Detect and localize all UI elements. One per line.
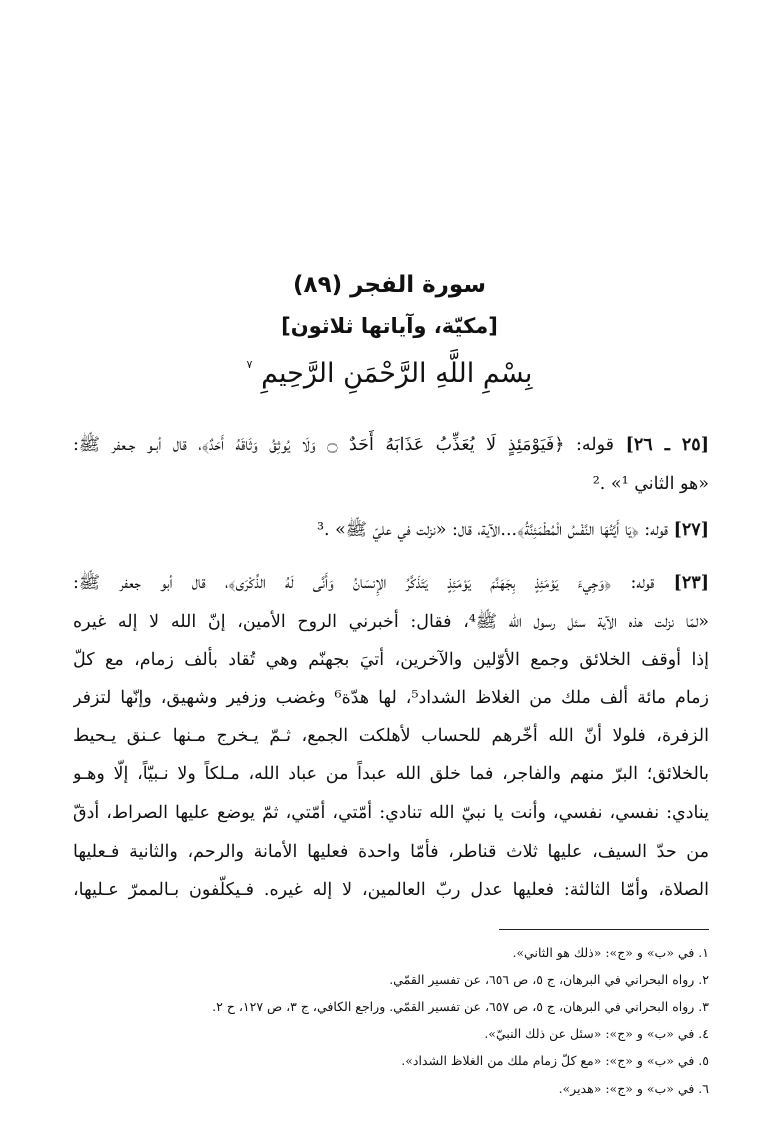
line-text: قوله: ﴿يَا أَيَّتُهَا النَّفْسُ الْمُطْمَئِنَّةُ﴾...الآية، قال: «نزلت في عليّ ﷺ» .³ xyxy=(316,520,674,540)
basmala xyxy=(0,358,779,389)
body-line xyxy=(73,604,709,640)
basmala-text: بِسْمِ اللَّهِ الرَّحْمَنِ الرَّحِيمِ xyxy=(261,358,533,389)
footnote: ١. في «ب» و «ج»: «ذلك هو الثاني». xyxy=(512,945,709,960)
footnote-divider xyxy=(499,929,709,930)
body-line xyxy=(73,565,709,601)
line-text: بالخلائق؛ البرّ منهم والفاجر، فما خلق الله عبداً من عباد الله، مـلكاً ولا نـبيّاً، إلّا وهـو xyxy=(73,764,709,784)
footnote: ٦. في «ب» و «ج»: «هدير». xyxy=(558,1081,709,1096)
body-line xyxy=(73,718,709,754)
body-line xyxy=(73,872,709,908)
line-text: من حدّ السيف، عليها ثلاث قناطر، فأمّا واحدة فعليها الأمانة والرحم، والثانية فـعليها xyxy=(73,842,709,862)
verse-number: [٢٥ ـ ٢٦] xyxy=(625,435,709,455)
footnote: ٢. رواه البحراني في البرهان، ج ٥، ص ٦٥٦، عن تفسير القمّي. xyxy=(389,972,709,987)
body-line xyxy=(73,795,709,831)
basmala-note-marker: ٧ xyxy=(246,358,253,371)
line-text: ينادي: نفسي، نفسي، وأنت يا نبيّ الله تنادي: أمّتي، أمّتي، ثمّ يوضع عليها الصراط، أدقّ xyxy=(73,803,709,823)
line-text: قوله: ﴿فَيَوْمَئِذٍ لَا يُعَذِّبُ عَذَابَهُ أَحَدٌ ۝ وَلَا يُوثِقُ وَثَاقَهُ أَحَدٌ﴾، قال أبـو جـعفر ﷺ: xyxy=(73,435,626,455)
line-text: الزفرة، فلولا أنّ الله أخّرهم للحساب لأهلكت الجمع، ثـمّ يـخرج مـنها عـنق يـحيط xyxy=(73,726,709,746)
body-line xyxy=(73,834,709,870)
line-text: زمام مائة ألف ملك من الغلاظ الشداد⁵، لها هدّة⁶ وغضب وزفير وشهيق، وإنّها لتزفر xyxy=(73,688,709,708)
line-text: الصلاة، وأمّا الثالثة: فعليها عدل ربّ العالمين، لا إله غيره. فـيكلّفون بـالممرّ عـليها، xyxy=(73,880,709,900)
body-line xyxy=(73,680,709,716)
verse-number: [٢٣] xyxy=(673,573,709,593)
footnote: ٤. في «ب» و «ج»: «سئل عن ذلك النبيّ». xyxy=(484,1026,709,1041)
body-line xyxy=(73,466,709,502)
surah-title: سورة الفجر (٨٩) xyxy=(293,272,486,298)
line-text: قوله: ﴿وَجِيءَ يَوْمَئِذٍ بِجَهَنَّمَ يَوْمَئِذٍ يَتَذَكَّرُ الإِنسَانُ وَأَنَّى لَهُ الذِّكْرَى﴾، قال أبو جعفر ﷺ: xyxy=(73,573,674,593)
line-text: إذا أوقف الخلائق وجمع الأوّلين والآخرين، أتيَ بجهنّم وهي تُقاد بألف زمام، مع كلّ xyxy=(73,650,709,670)
footnote: ٣. رواه البحراني في البرهان، ج ٥، ص ٦٥٧، عن تفسير القمّي. وراجع الكافي، ج ٣، ص ١٢٧، ح ٢. xyxy=(212,999,709,1014)
verse-number: [٢٧] xyxy=(673,520,709,540)
line-text: «لمّا نزلت هذه الآية سئل رسول الله ﷺ⁴، فقال: أخبرني الروح الأمين، إنّ الله لا إله غيره xyxy=(73,612,709,632)
line-text: «هو الثاني ¹» .² xyxy=(592,474,709,494)
body-line xyxy=(73,642,709,678)
body-line xyxy=(73,512,709,548)
body-line xyxy=(73,756,709,792)
footnote: ٥. في «ب» و «ج»: «مع كلّ زمام ملك من الغلاظ الشداد». xyxy=(401,1053,709,1068)
body-line xyxy=(73,427,709,463)
surah-subtitle: [مكيّة، وآياتها ثلاثون] xyxy=(281,314,498,338)
